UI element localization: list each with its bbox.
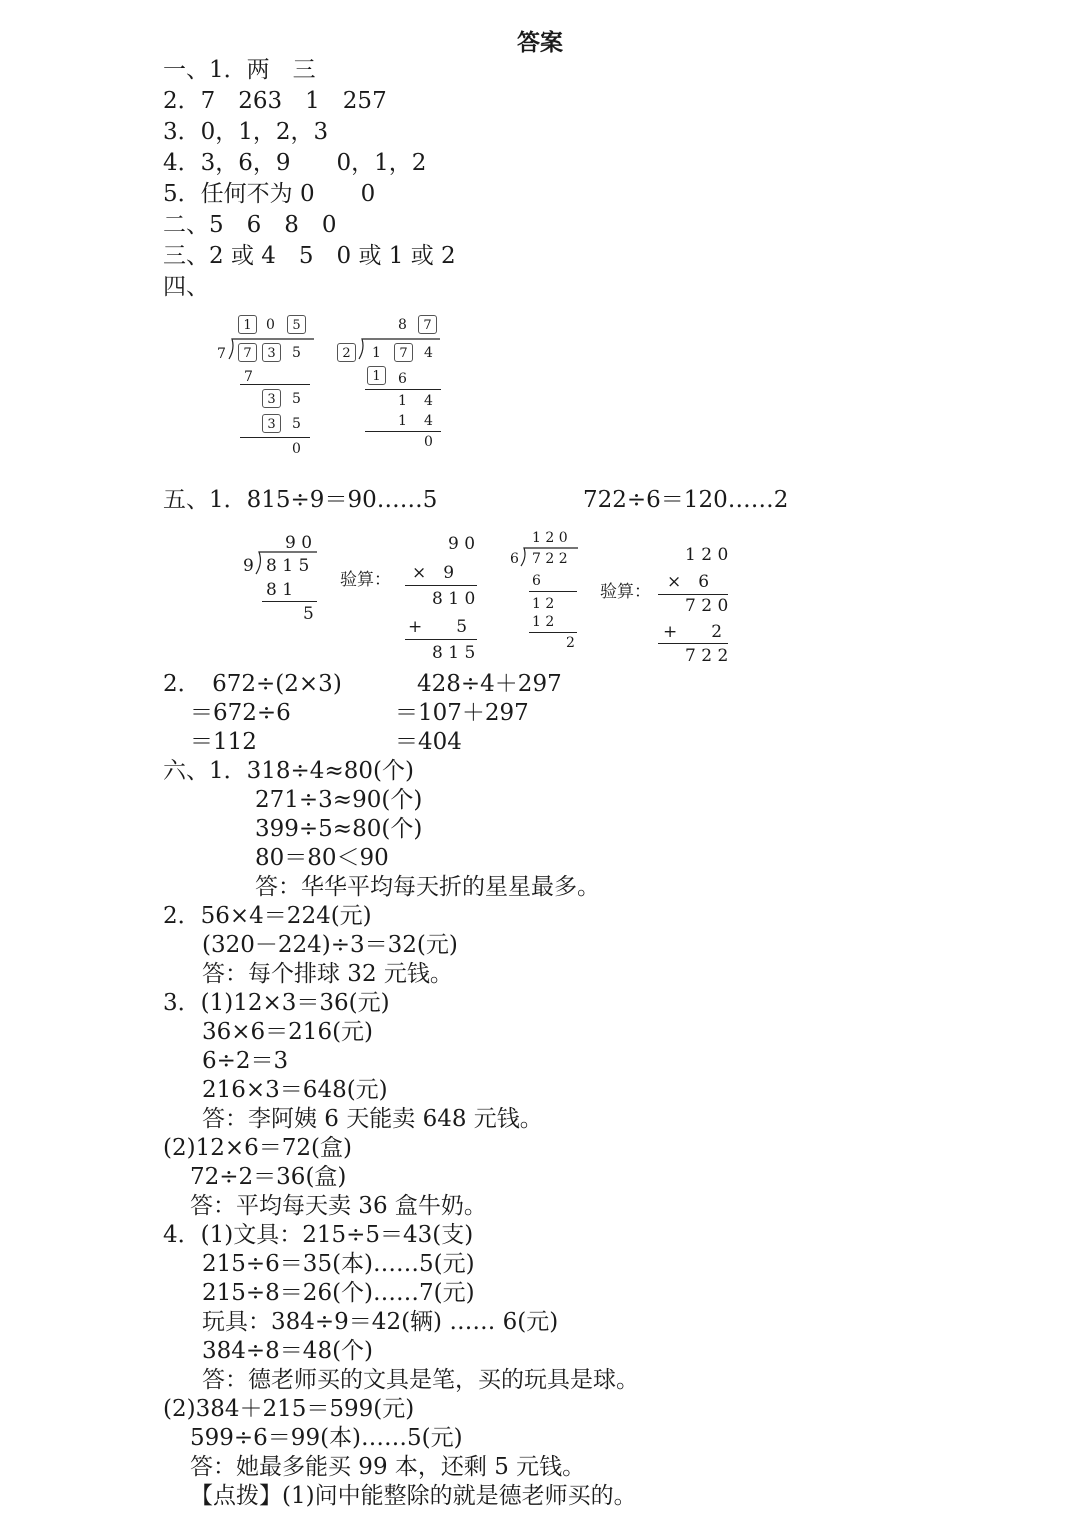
remainder: 2 <box>566 635 575 651</box>
answer-1-2: 2．7 263 1 257 <box>163 88 387 114</box>
step-box: 3 <box>262 389 281 408</box>
answer-6-3b-line: 答：平均每天卖 36 盒牛奶。 <box>190 1193 487 1219</box>
rule-line <box>658 643 728 644</box>
answer-6-4-line: 4．(1)文具：215÷5＝43(支) <box>163 1222 474 1248</box>
answer-5-2-b3: ＝404 <box>395 729 462 755</box>
step-digit: 4 <box>424 393 433 409</box>
answer-5-2-a1: 2． 672÷(2×3) <box>163 671 342 697</box>
dividend: 7 2 2 <box>532 551 568 567</box>
answer-6-1-line: 六、1．318÷4≈80(个) <box>163 758 414 784</box>
step-box: 1 <box>367 366 386 385</box>
step-digit: 1 <box>398 393 407 409</box>
answer-5-2-b1: 428÷4＋297 <box>417 671 562 697</box>
step-digit: 1 <box>398 413 407 429</box>
quotient-box: 5 <box>287 315 306 334</box>
divisor: 6 <box>510 551 519 567</box>
rule-line <box>658 594 728 595</box>
rule-line <box>529 632 577 633</box>
dividend-digit: 1 <box>372 345 381 361</box>
rule-line <box>405 639 477 640</box>
check-label: 验算： <box>600 582 651 602</box>
answer-4-label: 四、 <box>163 274 209 300</box>
check-sum: 8 1 5 <box>432 643 476 663</box>
dividend-box: 7 <box>238 343 257 362</box>
answer-6-4-line: 玩具：384÷9＝42(辆) …… 6(元) <box>202 1309 559 1335</box>
divisor-box: 2 <box>337 343 356 362</box>
answer-6-2-line: 2．56×4＝224(元) <box>163 903 372 929</box>
step-digit: 6 <box>398 371 407 387</box>
check-sum: 7 2 2 <box>685 646 729 666</box>
answer-6-4b-line: (2)384＋215＝599(元) <box>163 1396 415 1422</box>
answer-6-1-line: 399÷5≈80(个) <box>255 816 423 842</box>
step-box: 3 <box>262 414 281 433</box>
quotient: 9 0 <box>285 533 313 553</box>
rule-line <box>240 437 310 438</box>
step-digit: 5 <box>292 391 301 407</box>
answer-6-4-line: 215÷8＝26(个)……7(元) <box>202 1280 475 1306</box>
check-label: 验算： <box>340 570 391 590</box>
quotient-box: 1 <box>238 315 257 334</box>
answer-5-1-right: 722÷6＝120……2 <box>583 487 789 513</box>
step-digit: 5 <box>292 416 301 432</box>
answer-3: 三、2 或 4 5 0 或 1 或 2 <box>163 243 456 269</box>
check-add: + 5 <box>408 617 468 637</box>
answer-6-3-line: 答：李阿姨 6 天能卖 648 元钱。 <box>202 1106 543 1132</box>
subtrahend-2: 1 2 <box>532 614 555 630</box>
quotient-digit: 0 <box>266 317 275 333</box>
answer-1-4: 4．3，6，9 0，1，2 <box>163 150 427 176</box>
answer-6-3-line: 6÷2＝3 <box>202 1048 289 1074</box>
quotient: 1 2 0 <box>532 530 568 546</box>
rule-line <box>365 389 441 390</box>
answer-6-3-line: 36×6＝216(元) <box>202 1019 374 1045</box>
check-product: 7 2 0 <box>685 596 729 616</box>
remainder: 0 <box>424 434 433 450</box>
answer-5-1-left: 五、1．815÷9＝90……5 <box>163 487 438 513</box>
answer-6-1-line: 答：华华平均每天折的星星最多。 <box>255 874 600 900</box>
answer-2: 二、5 6 8 0 <box>163 212 337 238</box>
quotient-box: 7 <box>418 315 437 334</box>
rule-line <box>240 384 310 385</box>
check-multiply: × 9 <box>412 563 455 583</box>
dividend: 8 1 5 <box>266 556 310 576</box>
page-title: 答案 <box>517 29 563 56</box>
answer-6-3b-line: (2)12×6＝72(盒) <box>163 1135 352 1161</box>
check-top: 1 2 0 <box>685 545 729 565</box>
rule-line <box>529 591 577 592</box>
divisor: 7 <box>217 346 226 362</box>
dividend-digit: 5 <box>292 345 301 361</box>
answer-6-1-line: 80＝80＜90 <box>255 845 389 871</box>
subtrahend-1: 6 <box>532 573 541 589</box>
divisor: 9 <box>243 556 254 576</box>
rule-line <box>262 601 317 602</box>
answer-6-3-line: 216×3＝648(元) <box>202 1077 388 1103</box>
answer-6-1-line: 271÷3≈90(个) <box>255 787 423 813</box>
answer-5-2-b2: ＝107＋297 <box>395 700 529 726</box>
check-multiply: × 6 <box>667 572 710 592</box>
answer-6-4b-line: 答：她最多能买 99 本，还剩 5 元钱。 <box>190 1454 586 1480</box>
check-add: + 2 <box>663 622 723 642</box>
rule-line <box>405 585 477 586</box>
answer-6-4-line: 215÷6＝35(本)……5(元) <box>202 1251 475 1277</box>
answer-6-4-line: 答：德老师买的文具是笔，买的玩具是球。 <box>202 1367 639 1393</box>
answer-5-2-a3: ＝112 <box>190 729 257 755</box>
quotient-digit: 8 <box>398 317 407 333</box>
answer-6-4b-line: 599÷6＝99(本)……5(元) <box>190 1425 463 1451</box>
answer-6-4-line: 384÷8＝48(个) <box>202 1338 374 1364</box>
step-digit: 7 <box>244 369 253 385</box>
answer-6-3-line: 3．(1)12×3＝36(元) <box>163 990 390 1016</box>
rule-line <box>365 431 441 432</box>
check-product: 8 1 0 <box>432 589 476 609</box>
answer-6-3b-line: 72÷2＝36(盒) <box>190 1164 347 1190</box>
answer-6-2-line: 答：每个排球 32 元钱。 <box>202 961 453 987</box>
dividend-box: 7 <box>394 343 413 362</box>
remainder: 5 <box>303 604 314 624</box>
step-digit: 4 <box>424 413 433 429</box>
partial: 1 2 <box>532 596 555 612</box>
answer-1-3: 3．0，1，2，3 <box>163 119 329 145</box>
tip-note: 【点拨】(1)问中能整除的就是德老师买的。 <box>190 1483 637 1509</box>
answer-1-1: 一、1．两 三 <box>163 57 316 83</box>
answer-5-2-a2: ＝672÷6 <box>190 700 291 726</box>
subtrahend: 8 1 <box>266 580 294 600</box>
answer-1-5: 5．任何不为 0 0 <box>163 181 376 207</box>
dividend-box: 3 <box>262 343 281 362</box>
dividend-digit: 4 <box>424 345 433 361</box>
answer-6-2-line: (320－224)÷3＝32(元) <box>202 932 458 958</box>
check-top: 9 0 <box>448 534 476 554</box>
remainder: 0 <box>292 441 301 457</box>
